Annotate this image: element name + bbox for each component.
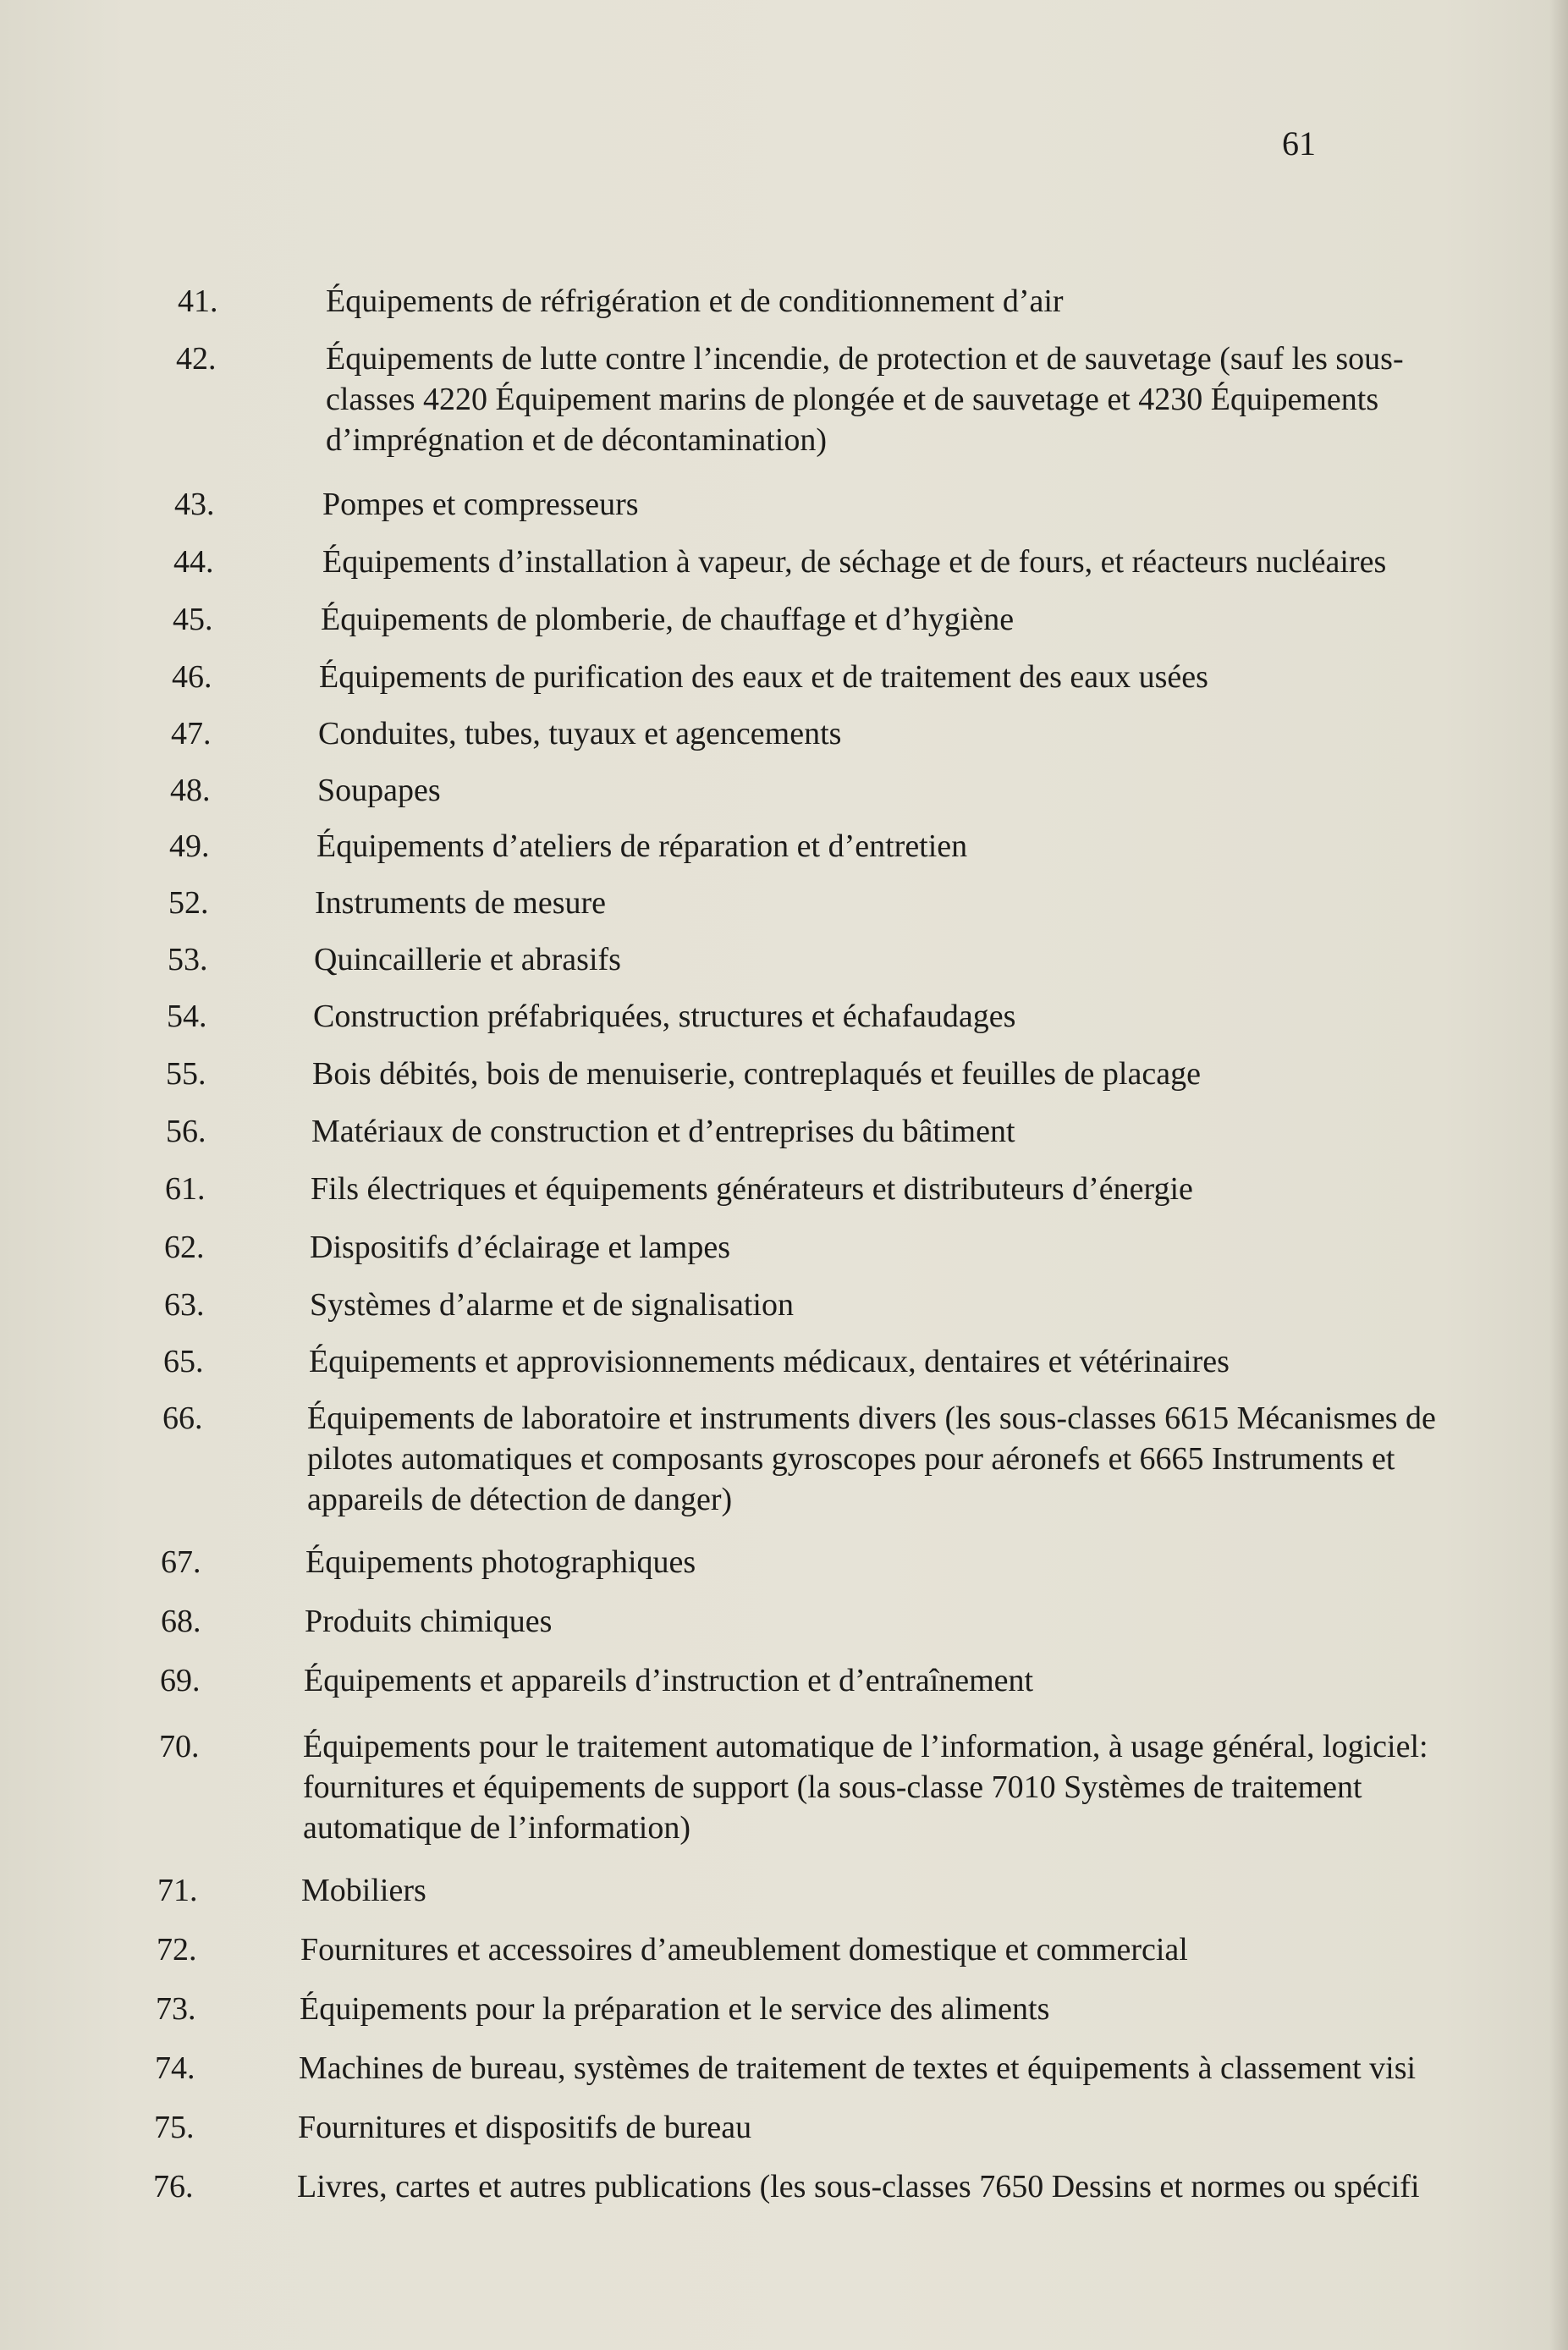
item-number: 55. <box>166 1056 206 1092</box>
item-text: Équipements et approvisionnements médicaux, dentaires et vétérinaires <box>309 1344 1230 1379</box>
item-number: 47. <box>171 716 212 751</box>
item-number: 68. <box>161 1604 201 1639</box>
item-number: 63. <box>164 1287 205 1323</box>
item-text: Fournitures et dispositifs de bureau <box>298 2110 752 2145</box>
item-number: 65. <box>163 1344 204 1379</box>
item-text: Produits chimiques <box>305 1604 553 1639</box>
item-text: Équipements de lutte contre l’incendie, de protection et de sauvetage (sauf les sous-classes 4220 Équipement marins de plongée et de sauvetage et 4230 Équipements d’imprégnation et de décontamination) <box>326 341 1404 458</box>
item-text: Systèmes d’alarme et de signalisation <box>310 1287 794 1323</box>
item-number: 76. <box>153 2169 194 2204</box>
item-number: 73. <box>156 1991 196 2027</box>
item-text: Équipements pour la préparation et le service des aliments <box>300 1991 1050 2027</box>
item-number: 72. <box>157 1932 197 1968</box>
item-text: Quincaillerie et abrasifs <box>314 942 621 977</box>
item-number: 52. <box>168 885 209 921</box>
item-text: Livres, cartes et autres publications (les sous-classes 7650 Dessins et normes ou spécifi <box>297 2169 1420 2204</box>
page-edge-shadow <box>1549 0 1568 2350</box>
item-number: 56. <box>166 1114 206 1149</box>
item-number: 75. <box>154 2110 195 2145</box>
item-number: 70. <box>159 1729 200 1764</box>
item-text: Équipements d’installation à vapeur, de séchage et de fours, et réacteurs nucléaires <box>322 544 1387 580</box>
item-number: 44. <box>173 544 214 580</box>
item-number: 54. <box>167 999 207 1034</box>
item-text: Équipements photographiques <box>305 1544 696 1580</box>
item-number: 49. <box>169 828 210 864</box>
item-text: Équipements de laboratoire et instruments divers (les sous-classes 6615 Mécanismes de pilotes automatiques et composants gyroscopes pour aéronefs et 6665 Instruments et appareils de détection de danger) <box>307 1401 1436 1517</box>
item-text: Mobiliers <box>301 1873 426 1908</box>
item-text: Pompes et compresseurs <box>322 487 639 522</box>
item-text: Soupapes <box>317 773 441 808</box>
item-text: Bois débités, bois de menuiserie, contreplaqués et feuilles de placage <box>312 1056 1201 1092</box>
item-text: Équipements d’ateliers de réparation et d’entretien <box>316 828 968 864</box>
item-number: 53. <box>168 942 208 977</box>
item-text: Fournitures et accessoires d’ameublement domestique et commercial <box>300 1932 1188 1968</box>
item-text: Équipements de plomberie, de chauffage et d’hygiène <box>321 602 1015 637</box>
item-number: 45. <box>173 602 213 637</box>
item-number: 69. <box>160 1663 201 1698</box>
item-number: 66. <box>162 1401 203 1436</box>
item-text: Matériaux de construction et d’entreprises du bâtiment <box>311 1114 1015 1149</box>
item-text: Équipements de réfrigération et de conditionnement d’air <box>326 283 1064 319</box>
item-number: 46. <box>172 659 212 695</box>
item-number: 41. <box>178 283 218 319</box>
item-text: Fils électriques et équipements générateurs et distributeurs d’énergie <box>311 1171 1193 1207</box>
item-text: Conduites, tubes, tuyaux et agencements <box>318 716 842 751</box>
item-number: 48. <box>170 773 211 808</box>
page-number: 61 <box>1282 124 1316 162</box>
item-number: 62. <box>164 1230 205 1265</box>
item-text: Machines de bureau, systèmes de traitement de textes et équipements à classement visi <box>299 2050 1417 2086</box>
item-text: Construction préfabriquées, structures et échafaudages <box>313 999 1016 1034</box>
item-text: Équipements et appareils d’instruction et d’entraînement <box>304 1663 1034 1698</box>
item-text: Équipements pour le traitement automatique de l’information, à usage général, logiciel: fournitures et équipements de support (la sous-classe 7010 Systèmes de traitement automatique de l’information) <box>303 1729 1428 1846</box>
item-number: 43. <box>174 487 215 522</box>
item-text: Instruments de mesure <box>315 885 607 921</box>
item-text: Équipements de purification des eaux et de traitement des eaux usées <box>319 659 1208 695</box>
item-number: 74. <box>155 2050 195 2086</box>
item-number: 61. <box>165 1171 206 1207</box>
item-text: Dispositifs d’éclairage et lampes <box>310 1230 731 1265</box>
item-number: 67. <box>161 1544 201 1580</box>
item-number: 42. <box>176 341 217 377</box>
item-number: 71. <box>157 1873 198 1908</box>
